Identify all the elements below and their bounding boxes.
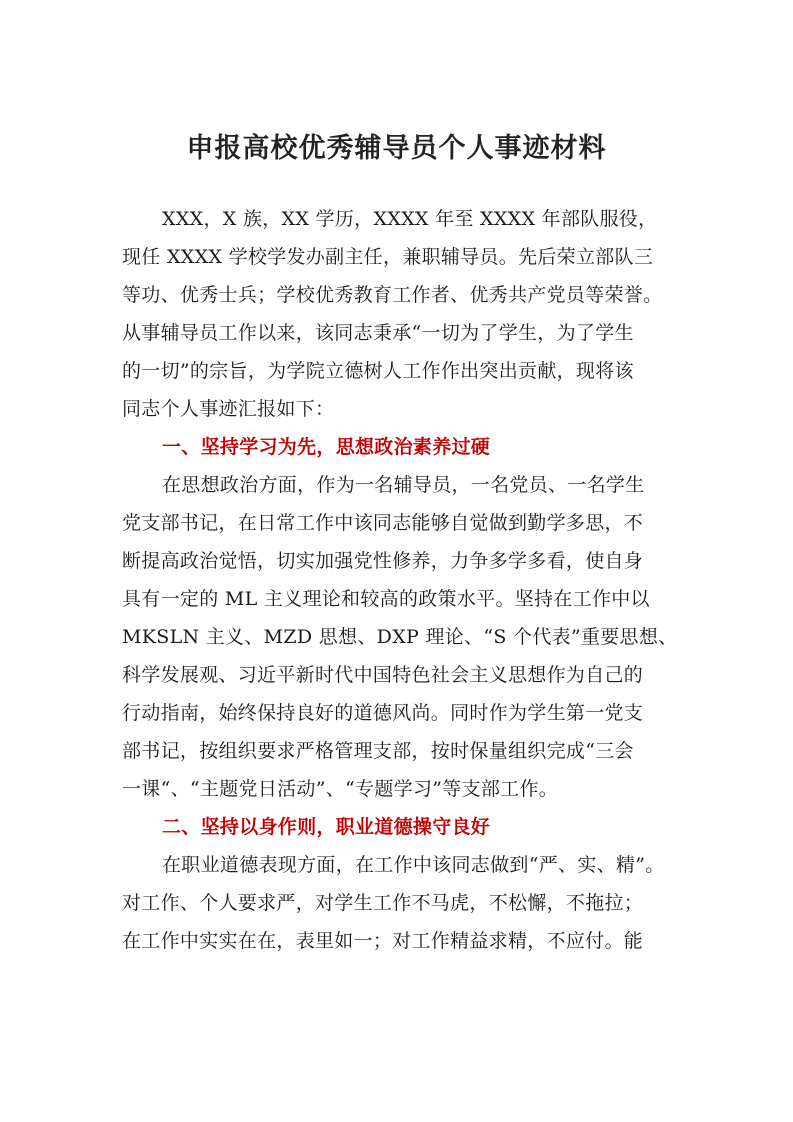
paragraph-line: 党支部书记，在日常工作中该同志能够自觉做到勤学多思，不	[122, 512, 644, 534]
paragraph-line: 现任 XXXX 学校学发办副主任，兼职辅导员。先后荣立部队三	[122, 246, 654, 268]
paragraph-line: 同志个人事迹汇报如下：	[122, 398, 335, 420]
paragraph-line: 在工作中实实在在，表里如一；对工作精益求精，不应付。能	[122, 930, 644, 952]
paragraph-line: MKSLN 主义、MZD 思想、DXP 理论、“S 个代表”重要思想、	[122, 626, 678, 648]
paragraph-line: 部书记，按组织要求严格管理支部，按时保量组织完成“三会	[122, 740, 634, 762]
paragraph-line: 行动指南，始终保持良好的道德风尚。同时作为学生第一党支	[122, 702, 644, 724]
paragraph-line: XXX，X 族，XX 学历，XXXX 年至 XXXX 年部队服役，	[162, 208, 658, 230]
paragraph-line: 在思想政治方面，作为一名辅导员，一名党员、一名学生	[162, 474, 645, 496]
paragraph-line: 科学发展观、习近平新时代中国特色社会主义思想作为自己的	[122, 664, 644, 686]
paragraph-line: 一课“、“主题党日活动”、“专题学习”等支部工作。	[122, 778, 559, 800]
paragraph-line: 对工作、个人要求严，对学生工作不马虎，不松懈，不拖拉；	[122, 892, 644, 914]
paragraph-line: 断提高政治觉悟，切实加强党性修养，力争多学多看，使自身	[122, 550, 644, 572]
paragraph-line: 等功、优秀士兵；学校优秀教育工作者、优秀共产党员等荣誉。	[122, 284, 663, 306]
document-title: 申报高校优秀辅导员个人事迹材料	[186, 133, 607, 164]
paragraph-line: 具有一定的 ML 主义理论和较高的政策水平。坚持在工作中以	[122, 588, 650, 610]
paragraph-line: 的一切”的宗旨，为学院立德树人工作作出突出贡献，现将该	[122, 360, 634, 382]
document-body	[122, 200, 684, 960]
paragraph-line: 在职业道德表现方面，在工作中该同志做到“严、实、精”。	[162, 854, 665, 876]
paragraph-line: 从事辅导员工作以来，该同志秉承“一切为了学生，为了学生	[122, 322, 634, 344]
section-heading: 二、坚持以身作则，职业道德操守良好	[162, 816, 491, 838]
section-heading: 一、坚持学习为先，思想政治素养过硬	[162, 436, 491, 458]
